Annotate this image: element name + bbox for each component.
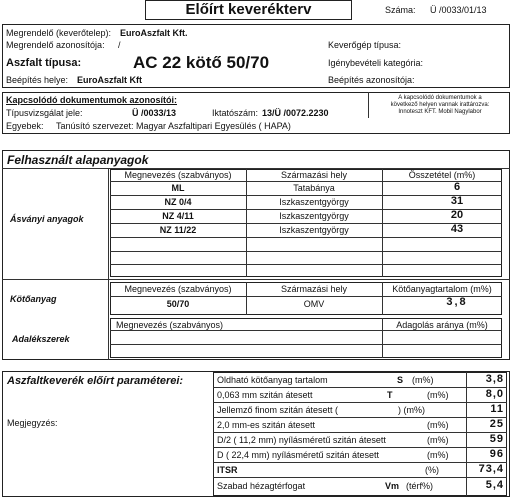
document-number-value: Ü /0033/01/13 (430, 5, 487, 15)
remarks-label: Megjegyzés: (7, 418, 58, 428)
mineral-composition: 6 (453, 181, 461, 193)
param-unit: (m%) (427, 420, 449, 430)
parameters-row-line (213, 432, 507, 433)
additives-col-ratio-header: Adagolás aránya (m%) (396, 320, 488, 330)
mineral-col-comp-header: Összetétel (m%) (408, 170, 476, 180)
demand-class-label: Igénybevételi kategória: (328, 58, 424, 68)
documents-note-line3: Innoteszt KFT. Mobil Nagylabor (398, 109, 482, 115)
installer-id-label: Beépítés azonosítója: (328, 75, 415, 85)
documents-note-divider (368, 92, 369, 118)
param-unit: (m%) (412, 375, 434, 385)
param-label: Oldható kötőanyag tartalom (217, 375, 328, 385)
binder-content: 3,8 (446, 296, 468, 308)
orderer-id-label: Megrendelő azonosítója: (6, 40, 105, 50)
param-label: D ( 22,4 mm) nyílásméretű szitán átesett (217, 450, 380, 460)
param-value: 8,0 (485, 388, 504, 400)
param-symbol: S (397, 375, 404, 385)
param-label: Szabad hézagtérfogat (217, 481, 306, 491)
asphalt-type-label: Aszfalt típusa: (6, 57, 82, 69)
param-unit: (m%) (427, 435, 449, 445)
materials-title: Felhasznált alapanyagok (7, 153, 149, 167)
param-label: 0,063 mm szitán átesett (217, 390, 313, 400)
binder-label: Kötőanyag (10, 294, 57, 304)
parameters-row-line (213, 462, 507, 463)
param-unit: (%) (425, 465, 439, 475)
param-symbol: Vm (385, 481, 400, 491)
installer-label: Beépítés helye: (6, 75, 69, 85)
param-unit: ) (m%) (398, 405, 425, 415)
registration-label: Iktatószám: (212, 108, 259, 118)
registration-value: 13/Ü /0072.2230 (262, 108, 329, 118)
parameters-row-line (213, 402, 507, 403)
parameters-row-line (213, 417, 507, 418)
orderer-value: EuroAszfalt Kft. (120, 28, 188, 38)
mineral-name: NZ 4/11 (162, 211, 194, 221)
mineral-row-line (110, 251, 502, 252)
additives-col-name-header: Megnevezés (szabványos) (116, 320, 224, 330)
documents-title: Kapcsolódó dokumentumok azonosítói: (6, 95, 178, 105)
type-approval-value: Ü /0033/13 (132, 108, 177, 118)
param-unit: (m%) (427, 390, 449, 400)
binder-name: 50/70 (166, 299, 190, 309)
param-label: ITSR (217, 465, 238, 475)
binder-section-rule (2, 279, 510, 280)
materials-label-divider (108, 168, 109, 360)
mineral-composition: 31 (450, 195, 464, 207)
param-symbol: T (387, 390, 393, 400)
param-value: 3,8 (485, 373, 504, 385)
param-label: Jellemző finom szitán átesett ( (217, 405, 339, 415)
parameters-row-line (213, 447, 507, 448)
mineral-row-line (110, 264, 502, 265)
asphalt-type-value: AC 22 kötő 50/70 (133, 53, 270, 72)
mineral-composition: 20 (450, 209, 464, 221)
mineral-col-origin-header: Származási hely (280, 170, 348, 180)
mineral-origin: Iszkaszentgyörgy (279, 197, 349, 207)
documents-note-line1: A kapcsolódó dokumentumok a (398, 95, 482, 101)
param-unit: (m%) (427, 450, 449, 460)
binder-col-name-header: Megnevezés (szabványos) (124, 284, 232, 294)
mineral-name: ML (171, 183, 185, 193)
mineral-composition: 43 (450, 223, 464, 235)
mineral-origin: Iszkaszentgyörgy (279, 211, 349, 221)
param-value: 25 (489, 418, 504, 430)
parameters-row-line (213, 387, 507, 388)
orderer-label: Megrendelő (keverőtelep): (6, 28, 112, 38)
mixer-type-label: Keverőgép típusa: (328, 40, 402, 50)
mineral-row-line (110, 237, 502, 238)
binder-col-origin-header: Származási hely (280, 284, 348, 294)
document-number-label: Száma: (385, 5, 416, 15)
param-unit: (térf%) (406, 481, 433, 491)
mineral-col-name-header: Megnevezés (szabványos) (124, 170, 232, 180)
param-label: D/2 ( 11,2 mm) nyílásméretű szitán átesett (217, 435, 386, 445)
binder-col-content-header: Kötőanyagtartalom (m%) (392, 284, 492, 294)
param-value: 11 (490, 403, 504, 415)
parameters-title: Aszfaltkeverék előírt paraméterei: (7, 375, 184, 387)
other-value: Tanúsító szervezet: Magyar Aszfaltipari Egyesülés ( HAPA) (56, 121, 291, 131)
param-value: 5,4 (485, 479, 504, 491)
installer-value: EuroAszfalt Kft (77, 75, 142, 85)
param-value: 73,4 (478, 463, 504, 475)
additives-label: Adalékszerek (12, 334, 70, 344)
param-label: 2,0 mm-es szitán átesett (217, 420, 316, 430)
binder-origin: OMV (303, 299, 325, 309)
param-value: 59 (489, 433, 504, 445)
mineral-origin: Tatabánya (293, 183, 335, 193)
mineral-origin: Iszkaszentgyörgy (279, 225, 349, 235)
parameters-row-line (213, 477, 507, 478)
mineral-name: NZ 0/4 (164, 197, 192, 207)
mineral-name: NZ 11/22 (159, 225, 197, 235)
mineral-materials-label: Ásványi anyagok (10, 214, 84, 224)
documents-note-line2: következő helyen vannak irattározva: (390, 102, 490, 108)
other-label: Egyebek: (6, 121, 44, 131)
param-value: 96 (489, 448, 504, 460)
additives-row-line (110, 344, 502, 345)
type-approval-label: Típusvizsgálat jele: (6, 108, 83, 118)
orderer-id-value: / (118, 40, 121, 50)
page-title: Előírt keverékterv (185, 1, 312, 18)
